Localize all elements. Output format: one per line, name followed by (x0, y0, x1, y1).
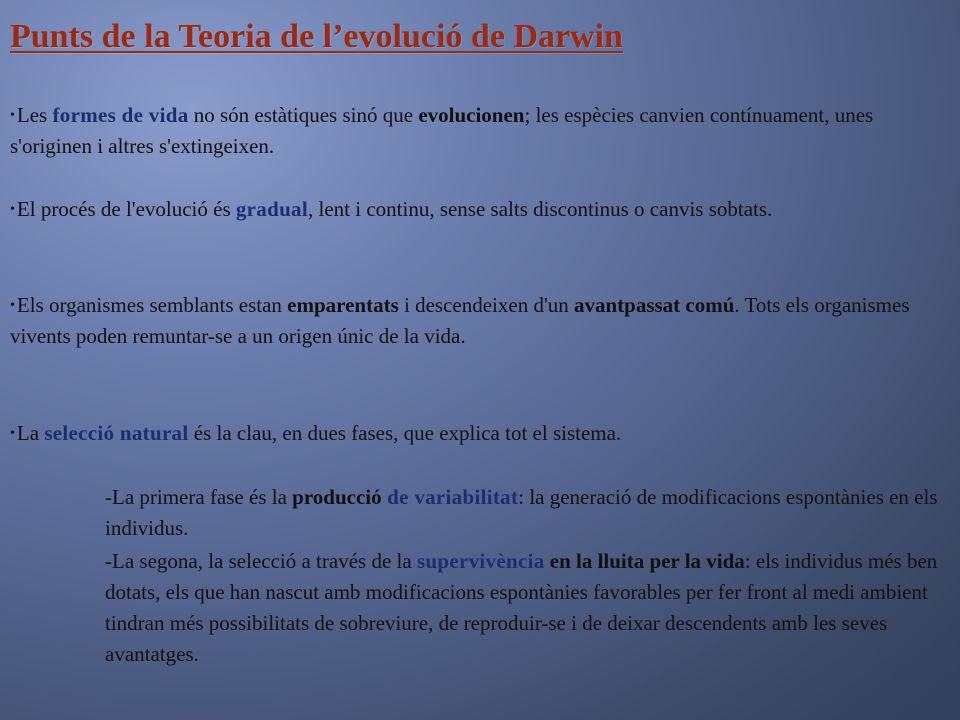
highlight-gradual: gradual (235, 197, 308, 221)
slide-title: Punts de la Teoria de l’evolució de Darwin (10, 18, 623, 55)
bullet-icon: • (10, 426, 15, 441)
bullet-icon: • (10, 108, 15, 123)
bold-evolucionen: evolucionen (418, 103, 525, 127)
bullet-point-4: •La selecció natural és la clau, en dues fases, que explica tot el sistema. (10, 421, 622, 445)
bold-lluita-per-la-vida: en la lluita per la vida (544, 549, 745, 573)
bullet-point-3: •Els organismes semblants estan emparentats i descendeixen d'un avantpassat comú. Tots els organismes vivents poden remuntar-se a un origen únic de la vida. (10, 293, 910, 348)
highlight-seleccio-natural: selecció natural (44, 421, 189, 445)
highlight-supervivencia: supervivència (416, 549, 545, 573)
bullet-icon: • (10, 298, 15, 313)
bold-emparentats: emparentats (287, 293, 399, 317)
bullet-icon: • (10, 202, 15, 217)
sub-point-second-phase: -La segona, la selecció a través de la supervivència en la lluita per la vida: els individus més ben dotats, els que han nascut amb modificacions espontànies favorables per fer front al medi ambient tindran més possibilitats de sobreviure, de reproduir-se i de deixar descendents amb les seves avantatges. (105, 549, 938, 666)
sub-point-first-phase: -La primera fase és la producció de variabilitat: la generació de modificacions espontànies en els individus. (105, 485, 938, 540)
bullet-point-2: •El procés de l'evolució és gradual, lent i continu, sense salts discontinus o canvis sobtats. (10, 197, 773, 221)
bullet-point-1: •Les formes de vida no són estàtiques sinó que evolucionen; les espècies canvien contínuament, unes s'originen i altres s'extingeixen. (10, 103, 874, 158)
highlight-variabilitat: de variabilitat (381, 485, 519, 509)
bold-produccio: producció (292, 485, 382, 509)
bold-avantpassat-comu: avantpassat comú (573, 293, 735, 317)
highlight-formes-de-vida: formes de vida (52, 103, 189, 127)
